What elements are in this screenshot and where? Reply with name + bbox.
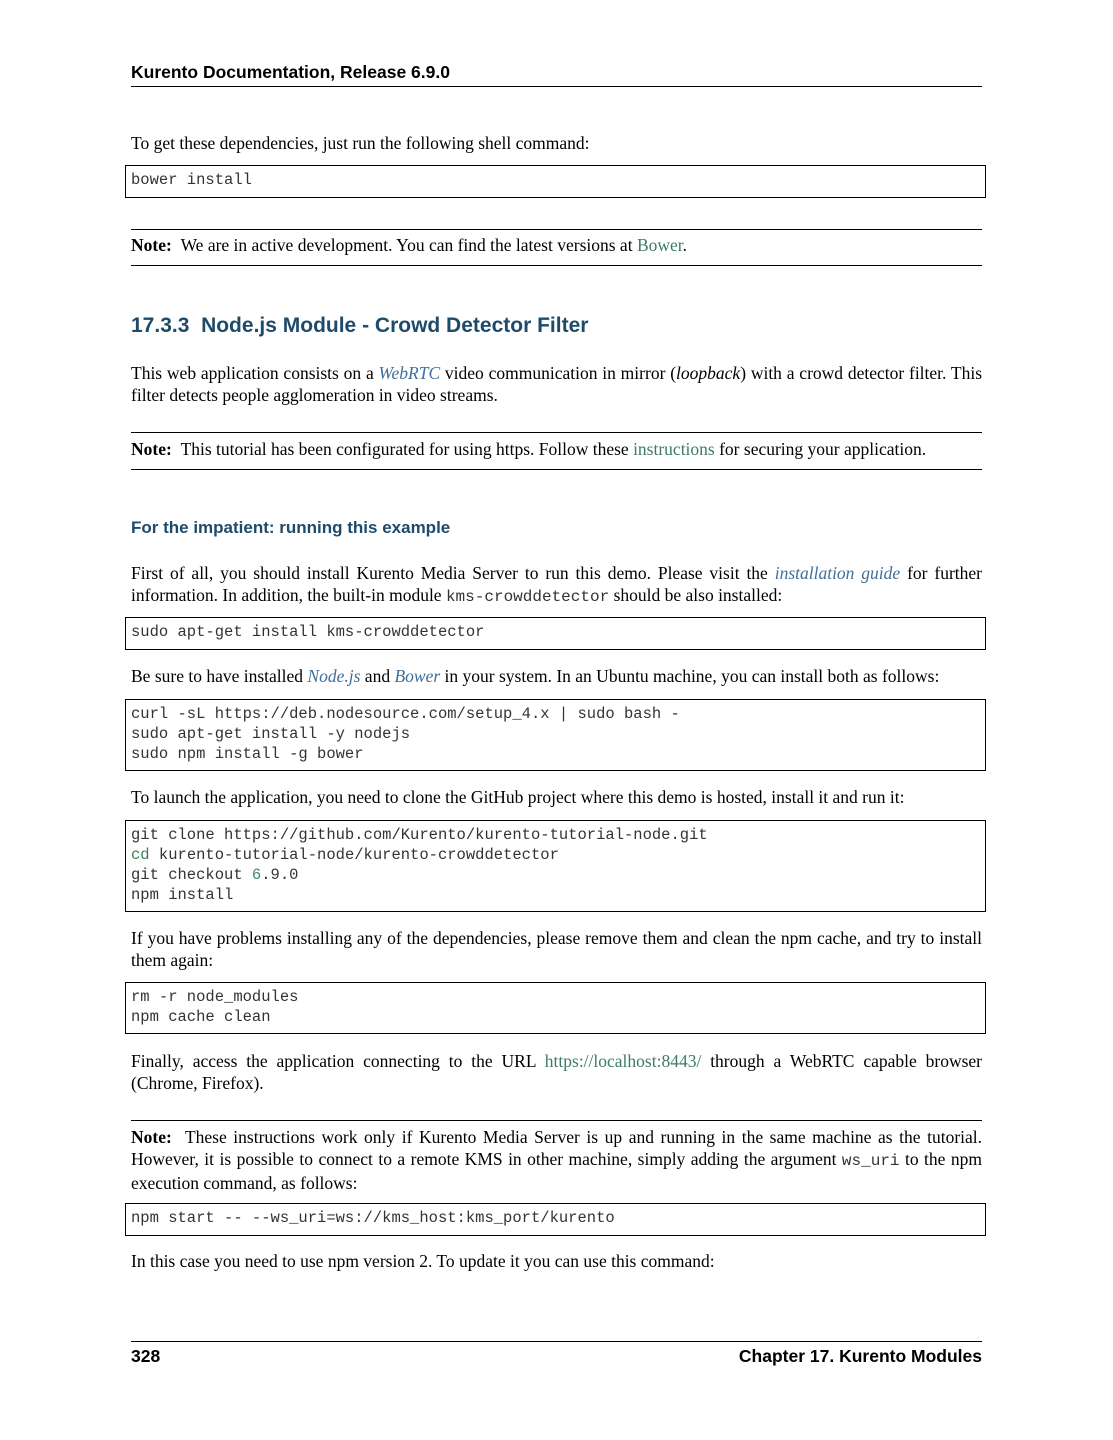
code-block-bower bbox=[125, 165, 986, 198]
desc-text: video communication in mirror ( bbox=[440, 363, 677, 383]
code-line: bower install bbox=[131, 171, 252, 189]
desc-text: This web application consists on a bbox=[131, 363, 379, 383]
code-text: .9.0 bbox=[261, 866, 299, 884]
chapter-title: Chapter 17. Kurento Modules bbox=[738, 1346, 982, 1366]
nodejs-paragraph bbox=[131, 665, 982, 687]
para-text: in your system. In an Ubuntu machine, you can install both as follows: bbox=[440, 666, 940, 686]
note-label: Note: bbox=[131, 1127, 172, 1147]
installation-guide-link[interactable]: installation guide bbox=[774, 563, 901, 583]
note-rule-bottom bbox=[131, 469, 982, 470]
inline-code: kms-crowddetector bbox=[445, 588, 610, 606]
subsection-heading: For the impatient: running this example bbox=[131, 518, 451, 537]
npm-version-paragraph: In this case you need to use npm version 2. To update it you can use this command: bbox=[131, 1251, 715, 1271]
code-text: git checkout bbox=[131, 866, 252, 884]
code-line: npm cache clean bbox=[131, 1008, 271, 1026]
code-block-npm-start bbox=[125, 1203, 986, 1236]
launch-paragraph: To launch the application, you need to clone the GitHub project where this demo is hosted, install it and run it: bbox=[131, 787, 905, 807]
instructions-link[interactable]: instructions bbox=[633, 439, 715, 459]
bower-link[interactable]: Bower bbox=[636, 235, 683, 255]
section-number: 17.3.3 bbox=[131, 314, 190, 337]
para-text: for further information. In addition, the built-in module bbox=[131, 563, 982, 605]
nodejs-link[interactable]: Node.js bbox=[307, 666, 361, 686]
para-text: Be sure to have installed bbox=[131, 666, 308, 686]
code-line: git clone https://github.com/Kurento/kurento-tutorial-node.git bbox=[131, 826, 708, 844]
para-text: should be also installed: bbox=[609, 585, 783, 605]
install-paragraph bbox=[131, 562, 982, 608]
code-line: curl -sL https://deb.nodesource.com/setup_4.x | sudo bash - bbox=[131, 705, 680, 723]
note-label: Note: bbox=[131, 439, 172, 459]
page-number: 328 bbox=[131, 1346, 161, 1366]
code-keyword: cd bbox=[131, 846, 150, 864]
note-rule-top bbox=[131, 1120, 982, 1121]
code-block-apt bbox=[125, 617, 986, 650]
problems-paragraph: If you have problems installing any of the dependencies, please remove them and clean the npm cache, and try to install them again: bbox=[131, 928, 982, 970]
access-paragraph bbox=[131, 1050, 982, 1094]
note-rule-bottom bbox=[131, 265, 982, 266]
footer-rule bbox=[131, 1341, 982, 1342]
para-text: through a WebRTC capable browser (Chrome, Firefox). bbox=[131, 1051, 983, 1093]
note-text: We are in active development. You can find the latest versions at bbox=[180, 235, 637, 255]
note-https bbox=[131, 438, 982, 460]
code-line bbox=[131, 865, 980, 885]
note-text-end: . bbox=[682, 235, 688, 255]
note-remote-kms bbox=[131, 1126, 982, 1194]
code-line: rm -r node_modules bbox=[131, 988, 299, 1006]
note-text-end: for securing your application. bbox=[714, 439, 927, 459]
section-heading bbox=[131, 314, 588, 338]
code-line: sudo npm install -g bower bbox=[131, 745, 364, 763]
code-text: kurento-tutorial-node/kurento-crowddetector bbox=[149, 846, 559, 864]
description-paragraph bbox=[131, 362, 982, 406]
running-header: Kurento Documentation, Release 6.9.0 bbox=[131, 62, 450, 82]
code-block-node bbox=[125, 699, 986, 771]
localhost-link[interactable]: https://localhost:8443/ bbox=[544, 1051, 702, 1071]
note-text: This tutorial has been configurated for using https. Follow these bbox=[180, 439, 634, 459]
note-text: These instructions work only if Kurento Media Server is up and running in the same machine as the tutorial. However, it is possible to connect to a remote KMS in other machine, simply adding the argument bbox=[131, 1127, 983, 1169]
header-rule bbox=[131, 86, 982, 87]
section-title: Node.js Module - Crowd Detector Filter bbox=[201, 314, 589, 337]
code-block-clean bbox=[125, 982, 986, 1034]
inline-code: ws_uri bbox=[841, 1152, 900, 1170]
note-label: Note: bbox=[131, 235, 172, 255]
note-text: to the npm execution command, as follows: bbox=[131, 1149, 983, 1193]
code-line: npm install bbox=[131, 886, 234, 904]
code-number: 6 bbox=[251, 866, 262, 884]
para-text: and bbox=[360, 666, 395, 686]
webrtc-link[interactable]: WebRTC bbox=[378, 363, 441, 383]
desc-emphasis: loopback bbox=[676, 363, 741, 383]
intro-paragraph: To get these dependencies, just run the following shell command: bbox=[131, 133, 590, 153]
note-rule-top bbox=[131, 229, 982, 230]
note-bower bbox=[131, 234, 982, 256]
code-line bbox=[131, 845, 980, 865]
code-block-clone bbox=[125, 820, 986, 912]
para-text: Finally, access the application connecting to the URL bbox=[131, 1051, 545, 1071]
bower-link[interactable]: Bower bbox=[394, 666, 441, 686]
code-line: sudo apt-get install kms-crowddetector bbox=[131, 623, 485, 641]
desc-text: ) with a crowd detector filter. This filter detects people agglomeration in video streams. bbox=[131, 363, 983, 405]
para-text: First of all, you should install Kurento Media Server to run this demo. Please visit the bbox=[131, 563, 775, 583]
note-rule-top bbox=[131, 432, 982, 433]
code-line: npm start -- --ws_uri=ws://kms_host:kms_port/kurento bbox=[131, 1209, 615, 1227]
code-line: sudo apt-get install -y nodejs bbox=[131, 725, 411, 743]
